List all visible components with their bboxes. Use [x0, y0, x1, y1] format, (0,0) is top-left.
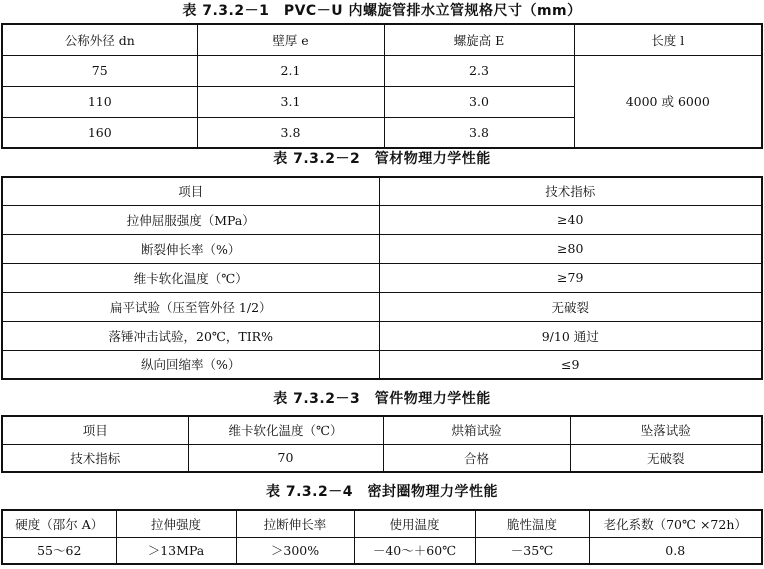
cell-service-temp: －40～＋60℃ — [354, 537, 475, 564]
table-7-3-2-4-caption: 表 7.3.2－4 密封圈物理力学性能 — [266, 484, 498, 500]
header-wall-thickness: 壁厚 e — [197, 24, 384, 55]
header-drop-test: 坠落试验 — [570, 416, 762, 444]
cell-spiral: 3.8 — [384, 117, 574, 148]
cell-dn: 110 — [2, 86, 197, 117]
cell-wall: 2.1 — [197, 55, 384, 86]
cell-spiral: 3.0 — [384, 86, 574, 117]
table-pipe-dimensions — [1, 23, 763, 149]
header-brittle-temp: 脆性温度 — [475, 510, 589, 537]
cell-spec: ≥80 — [379, 234, 762, 263]
table-7-3-2-2-caption: 表 7.3.2－2 管材物理力学性能 — [273, 151, 491, 167]
header-length: 长度 l — [574, 24, 762, 55]
header-row — [2, 177, 762, 205]
table-row — [2, 292, 762, 321]
table-row — [2, 444, 762, 472]
header-aging: 老化系数（70℃ ×72h） — [589, 510, 762, 537]
table-row — [2, 205, 762, 234]
cell-elongation: ＞300% — [236, 537, 354, 564]
cell-dn: 75 — [2, 55, 197, 86]
cell-spec: ≥79 — [379, 263, 762, 292]
cell-vicat: 70 — [188, 444, 383, 472]
header-tensile: 拉伸强度 — [116, 510, 236, 537]
header-row — [2, 24, 762, 55]
table-row — [2, 537, 762, 564]
table-row — [2, 321, 762, 350]
table-row — [2, 234, 762, 263]
cell-oven: 合格 — [383, 444, 570, 472]
table-row — [2, 350, 762, 379]
header-row — [2, 510, 762, 537]
table-fitting-properties — [1, 415, 763, 473]
cell-dn: 160 — [2, 117, 197, 148]
header-vicat: 维卡软化温度（℃） — [188, 416, 383, 444]
cell-length: 4000 或 6000 — [574, 55, 762, 148]
table-7-3-2-1-caption: 表 7.3.2－1 PVC－U 内螺旋管排水立管规格尺寸（mm） — [182, 3, 582, 19]
cell-hardness: 55～62 — [2, 537, 116, 564]
cell-item: 维卡软化温度（℃） — [2, 263, 379, 292]
cell-item: 纵向回缩率（%） — [2, 350, 379, 379]
cell-spec: ≤9 — [379, 350, 762, 379]
header-hardness: 硬度（邵尔 A） — [2, 510, 116, 537]
cell-aging: 0.8 — [589, 537, 762, 564]
header-oven-test: 烘箱试验 — [383, 416, 570, 444]
table-row — [2, 263, 762, 292]
table-seal-properties — [1, 509, 763, 565]
cell-item: 断裂伸长率（%） — [2, 234, 379, 263]
table-7-3-2-3-caption: 表 7.3.2－3 管件物理力学性能 — [273, 391, 491, 407]
table-row — [2, 55, 762, 86]
header-spec: 技术指标 — [379, 177, 762, 205]
header-item: 项目 — [2, 416, 188, 444]
cell-drop: 无破裂 — [570, 444, 762, 472]
header-row — [2, 416, 762, 444]
header-nominal-diameter: 公称外径 dn — [2, 24, 197, 55]
cell-item: 落锤冲击试验，20℃，TIR% — [2, 321, 379, 350]
cell-item: 扁平试验（压至管外径 1/2） — [2, 292, 379, 321]
cell-spiral: 2.3 — [384, 55, 574, 86]
cell-tensile: ＞13MPa — [116, 537, 236, 564]
cell-spec: 无破裂 — [379, 292, 762, 321]
header-service-temp: 使用温度 — [354, 510, 475, 537]
cell-wall: 3.8 — [197, 117, 384, 148]
header-elongation: 拉断伸长率 — [236, 510, 354, 537]
cell-label: 技术指标 — [2, 444, 188, 472]
cell-wall: 3.1 — [197, 86, 384, 117]
cell-brittle-temp: －35℃ — [475, 537, 589, 564]
cell-spec: ≥40 — [379, 205, 762, 234]
cell-item: 拉伸屈服强度（MPa） — [2, 205, 379, 234]
cell-spec: 9/10 通过 — [379, 321, 762, 350]
header-spiral-height: 螺旋高 E — [384, 24, 574, 55]
table-pipe-properties — [1, 176, 763, 380]
header-item: 项目 — [2, 177, 379, 205]
